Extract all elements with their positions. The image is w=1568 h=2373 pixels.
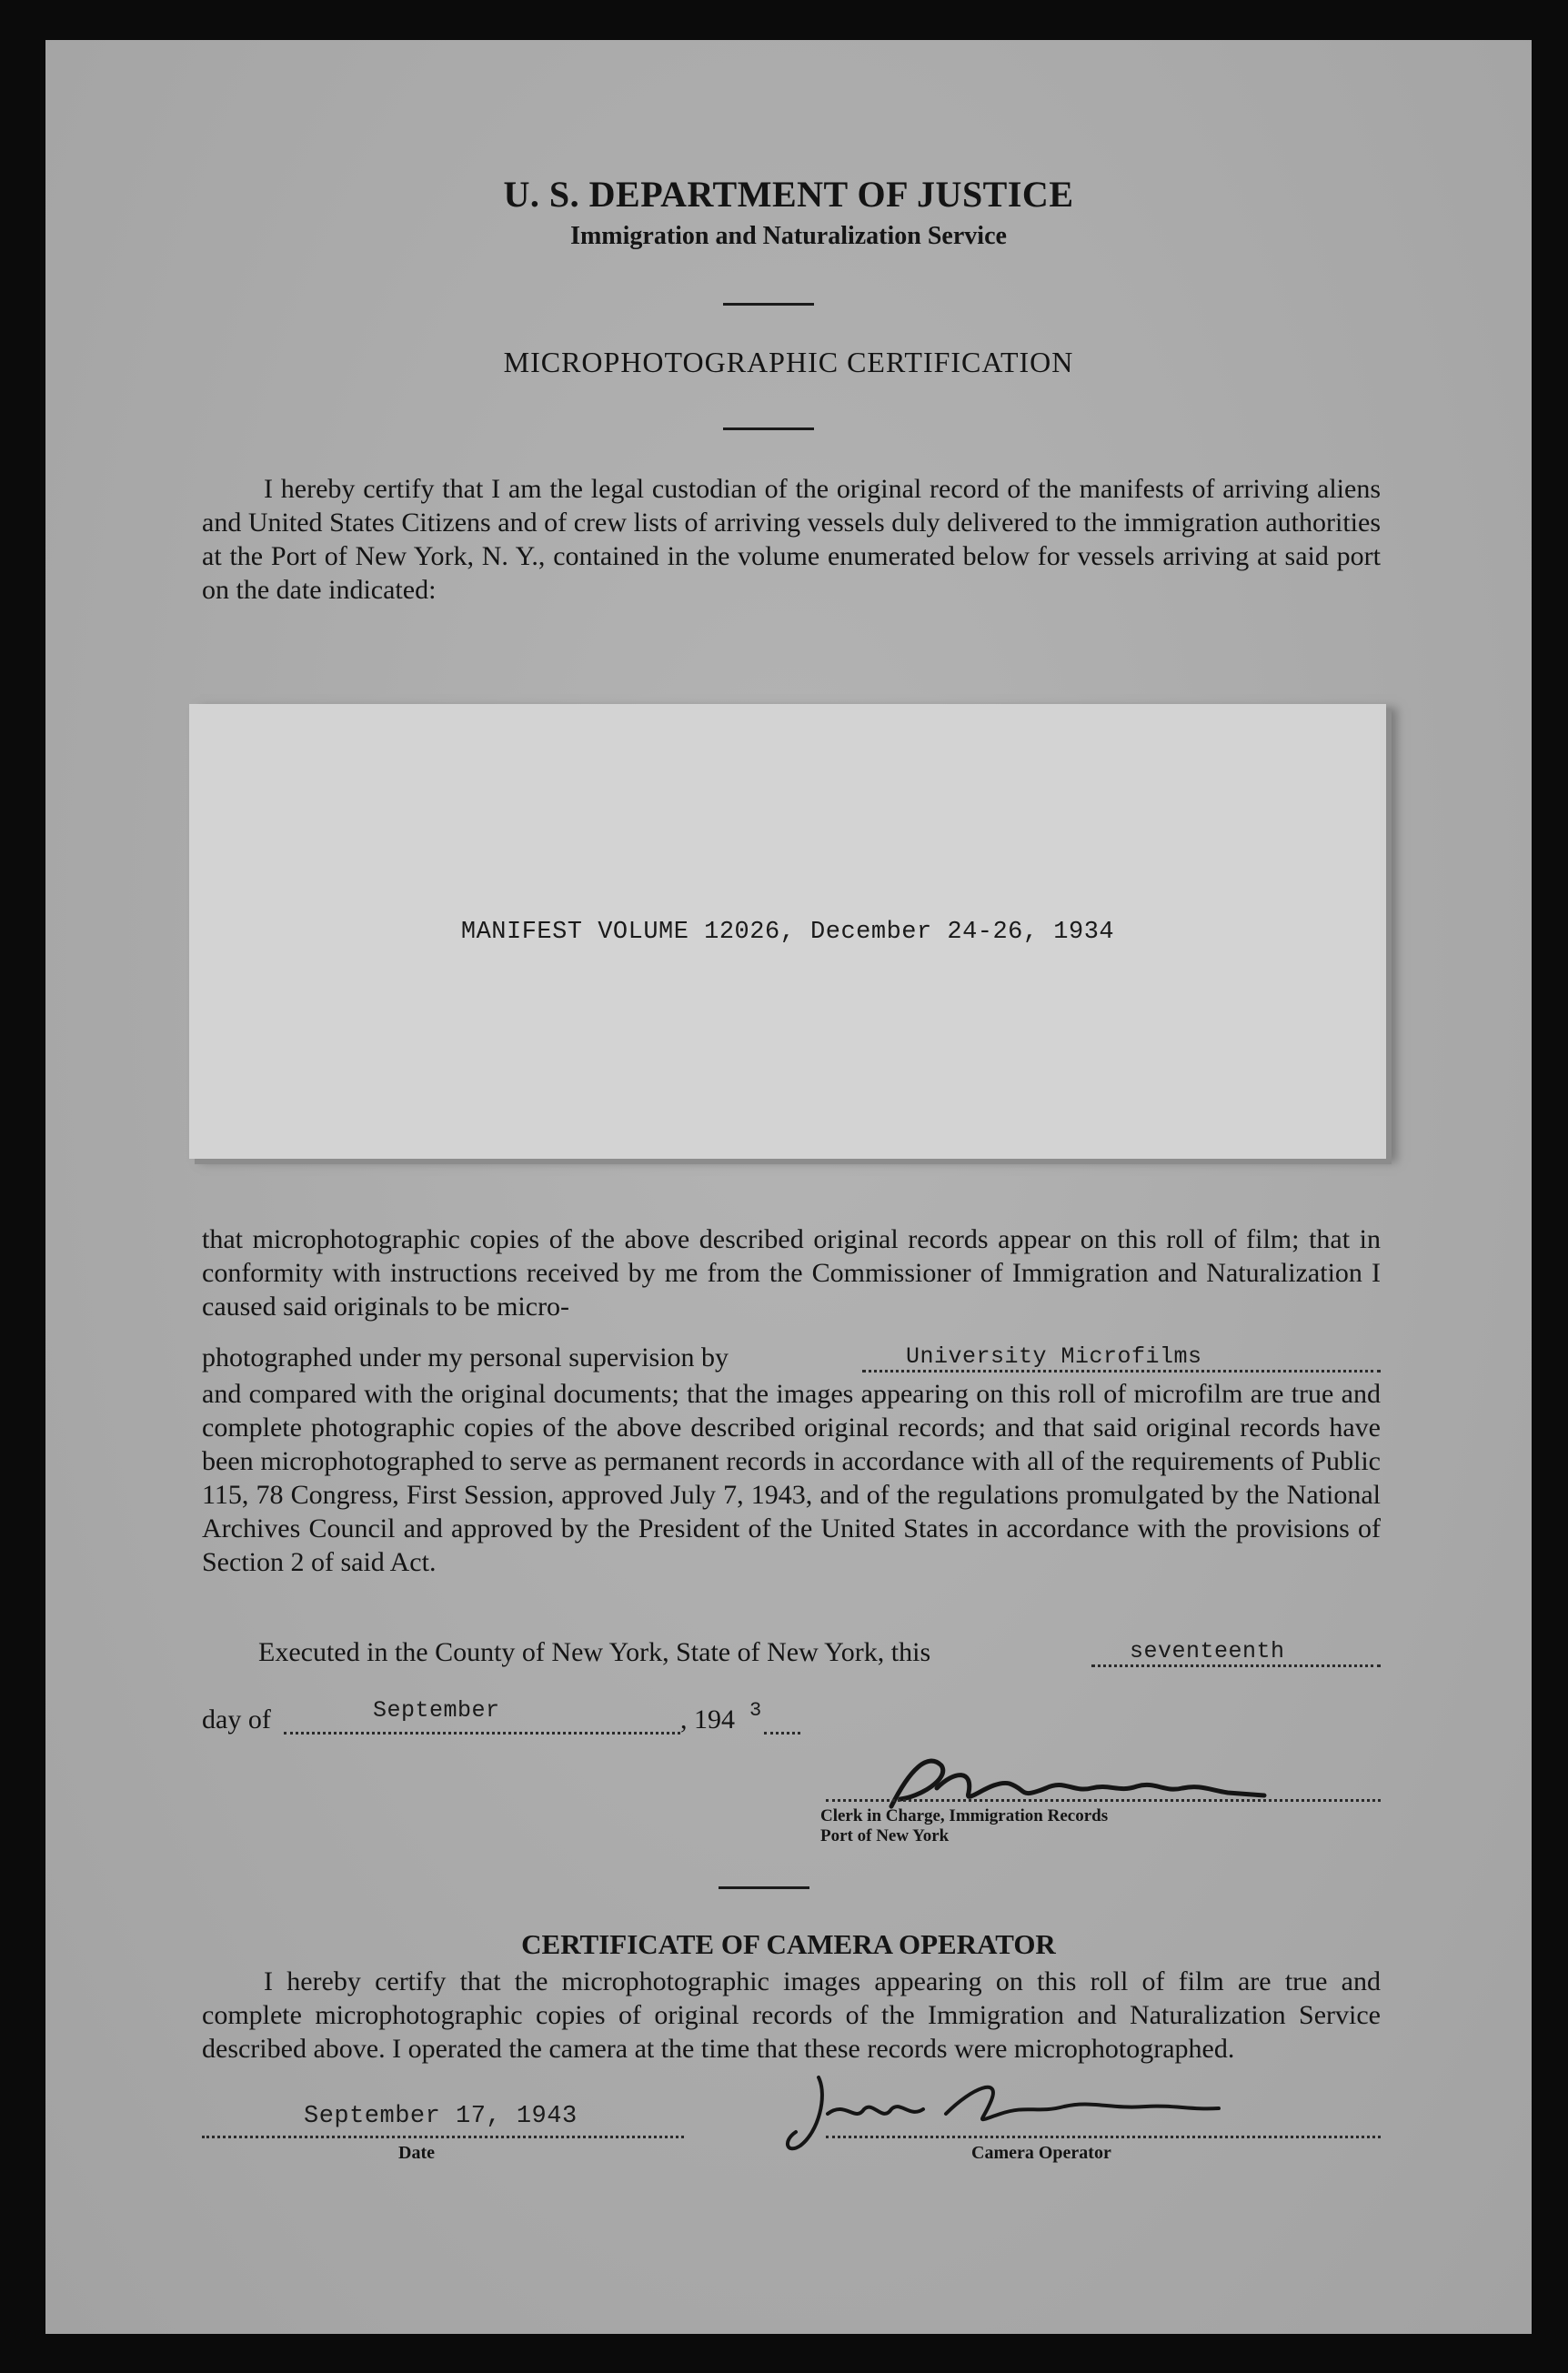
divider-rule — [719, 1886, 809, 1889]
execution-lead: Executed in the County of New York, State of New York, this — [258, 1637, 931, 1667]
body-paragraph-part2: and compared with the original documents; that the images appearing on this roll of microfilm are true and complete photographic copies of the above described original records; and that said original records have been microphotographed to serve as permanent records in accordance with all of the requirements of Public 115, 78 Congress, First Session, approved July 7, 1943, and of the regulations promulgated by the National Archives Council and approved by the President of the United States in accordance with the provisions of Section 2 of said Act. — [202, 1379, 1381, 1577]
camera-certificate-text: I hereby certify that the microphotographic images appearing on this roll of film are true and complete microphotographic copies of original records of the Immigration and Naturalization Service described above. I operated the camera at the time that these records were microphotographed. — [202, 1966, 1381, 2064]
manifest-volume-text: MANIFEST VOLUME 12026, December 24-26, 1934 — [460, 919, 1115, 946]
clerk-signature-line — [826, 1799, 1381, 1802]
certificate-sheet — [45, 40, 1532, 2334]
year-dotted-line — [764, 1732, 800, 1735]
year-fill: 3 — [749, 1699, 762, 1722]
divider-rule — [723, 427, 814, 430]
day-of-label: day of — [202, 1704, 271, 1735]
day-dotted-line — [1091, 1664, 1381, 1667]
camera-certificate-title: CERTIFICATE OF CAMERA OPERATOR — [521, 1928, 1056, 1960]
supervisor-fill: University Microfilms — [906, 1343, 1202, 1370]
date-fill: September 17, 1943 — [304, 2103, 578, 2130]
clerk-title-line2: Port of New York — [820, 1826, 950, 1845]
body-paragraph-part1: that microphotographic copies of the above described original records appear on this roll of film; that in conformity with instructions received by me from the Commissioner of Immigration and Naturalization I caused said originals to be micro- — [202, 1224, 1381, 1322]
date-label: Date — [398, 2143, 435, 2163]
supervision-line-lead: photographed under my personal supervision by — [202, 1342, 729, 1373]
department-heading: U. S. DEPARTMENT OF JUSTICE — [503, 174, 1074, 215]
form-title: MICROPHOTOGRAPHIC CERTIFICATION — [503, 346, 1074, 378]
date-dotted-line — [202, 2136, 684, 2138]
manifest-label-box — [189, 704, 1386, 1159]
service-subheading: Immigration and Naturalization Service — [570, 222, 1007, 250]
camera-operator-signature-line — [826, 2136, 1381, 2138]
year-prefix: , 194 — [680, 1704, 735, 1735]
intro-paragraph: I hereby certify that I am the legal custodian of the original record of the manifests of arriving aliens and United States Citizens and of crew lists of arriving vessels duly delivered to the immigration authorities at the Port of New York, N. Y., contained in the volume enumerated below for vessels arriving at said port on the date indicated: — [202, 474, 1381, 605]
day-fill: seventeenth — [1130, 1638, 1285, 1664]
clerk-title-line1: Clerk in Charge, Immigration Records — [820, 1806, 1109, 1825]
month-dotted-line — [284, 1732, 680, 1735]
month-fill: September — [373, 1697, 500, 1724]
camera-operator-label: Camera Operator — [971, 2143, 1111, 2163]
divider-rule — [723, 303, 814, 306]
supervisor-dotted-line — [862, 1370, 1381, 1373]
